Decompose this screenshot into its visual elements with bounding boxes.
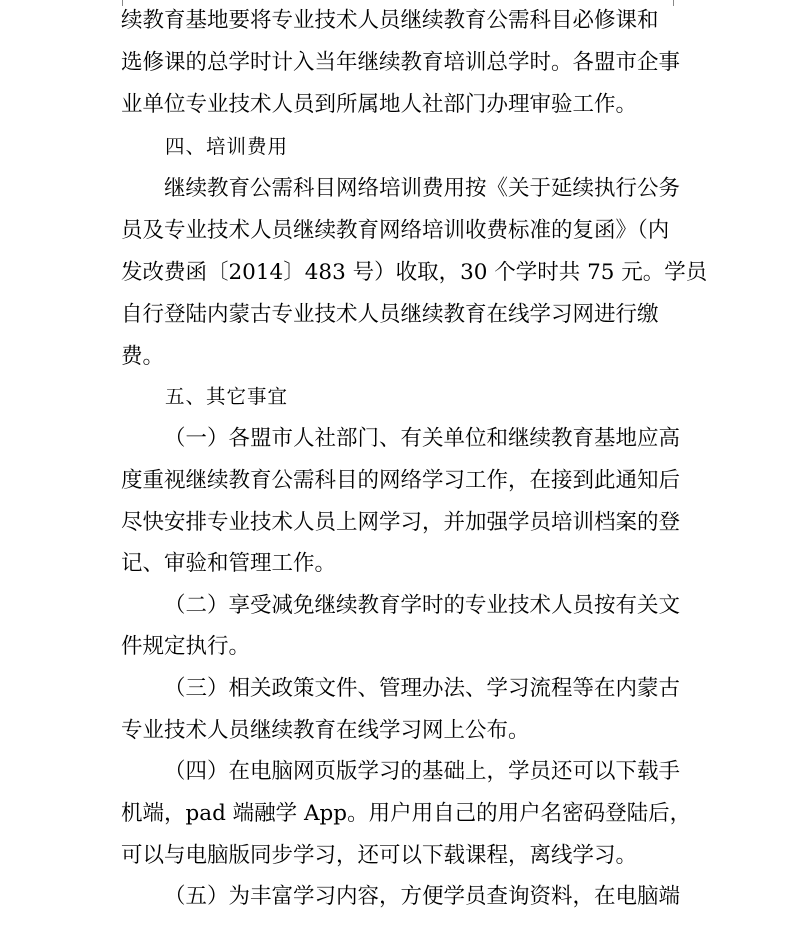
body-text-line: 尽快安排专业技术人员上网学习，并加强学员培训档案的登 bbox=[121, 510, 681, 535]
body-text-line: 继续教育公需科目网络培训费用按《关于延续执行公务 bbox=[164, 176, 681, 201]
body-text-line: 续教育基地要将专业技术人员继续教育公需科目必修课和 bbox=[121, 8, 659, 33]
body-text-line: 员及专业技术人员继续教育网络培训收费标准的复函》（内 bbox=[121, 218, 670, 243]
body-text-line: （一）各盟市人社部门、有关单位和继续教育基地应高 bbox=[164, 426, 681, 451]
body-text-line: （四）在电脑网页版学习的基础上，学员还可以下载手 bbox=[164, 759, 681, 784]
body-text-line: 机端，pad 端融学 App。用户用自己的用户名密码登陆后， bbox=[121, 801, 692, 826]
body-text-line: 业单位专业技术人员到所属地人社部门办理审验工作。 bbox=[121, 92, 638, 117]
body-text-line: 记、审验和管理工作。 bbox=[121, 551, 337, 576]
body-text-line: 件规定执行。 bbox=[121, 634, 251, 659]
body-text-line: 选修课的总学时计入当年继续教育培训总学时。各盟市企事 bbox=[121, 50, 681, 75]
body-text-line: 发改费函〔2014〕483 号）收取，30 个学时共 75 元。学员 bbox=[121, 260, 708, 285]
body-text-line: （五）为丰富学习内容，方便学员查询资料，在电脑端 bbox=[164, 884, 681, 909]
section-heading-other-matters: 五、其它事宜 bbox=[165, 385, 289, 408]
body-text-line: （二）享受减免继续教育学时的专业技术人员按有关文 bbox=[164, 593, 681, 618]
body-text-line: 专业技术人员继续教育在线学习网上公布。 bbox=[121, 718, 530, 743]
section-heading-training-fees: 四、培训费用 bbox=[165, 135, 289, 158]
body-text-line: 费。 bbox=[121, 344, 165, 369]
body-text-line: 自行登陆内蒙古专业技术人员继续教育在线学习网进行缴 bbox=[121, 302, 659, 327]
body-text-line: 可以与电脑版同步学习，还可以下载课程，离线学习。 bbox=[121, 843, 638, 868]
body-text-line: 度重视继续教育公需科目的网络学习工作，在接到此通知后 bbox=[121, 468, 681, 493]
body-text-line: （三）相关政策文件、管理办法、学习流程等在内蒙古 bbox=[164, 676, 681, 701]
